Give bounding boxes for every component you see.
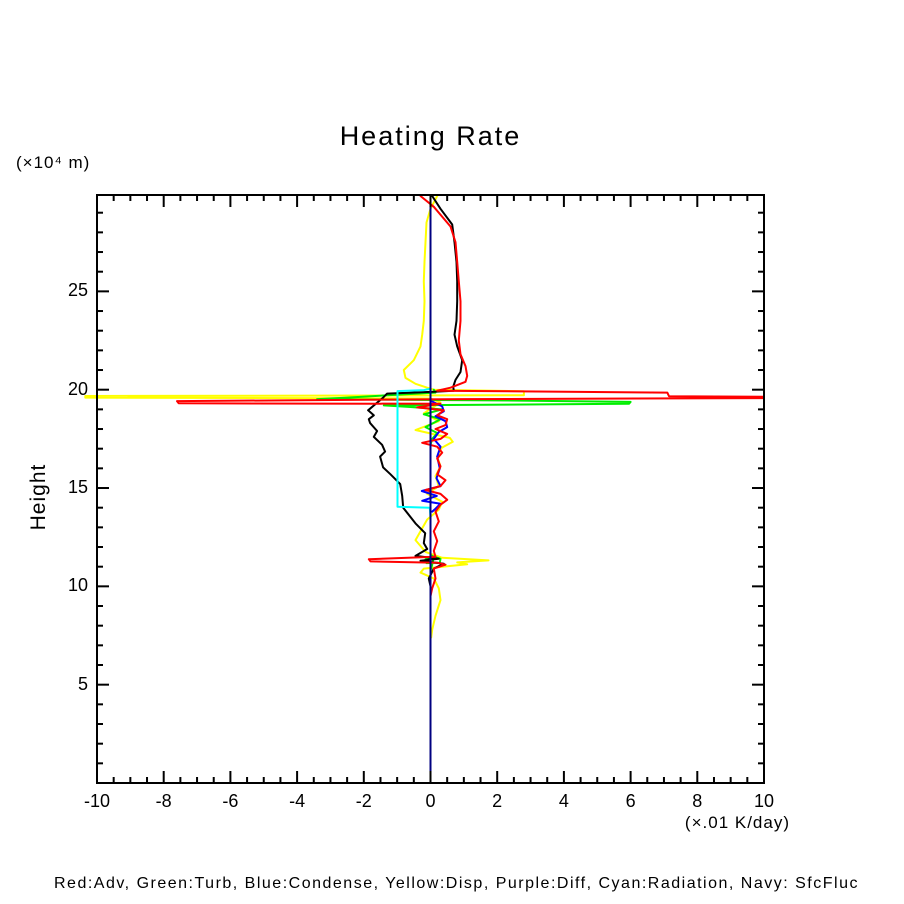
legend-text: Red:Adv, Green:Turb, Blue:Condense, Yellow:Disp, Purple:Diff, Cyan:Radiation, Navy: SfcFluc — [54, 875, 859, 892]
x-tick-label: -10 — [83, 791, 110, 811]
y-axis-unit-label: (×10⁴ m) — [16, 153, 91, 172]
y-tick-label: 5 — [77, 673, 88, 694]
series-turb-line — [317, 390, 630, 571]
x-tick-label: -4 — [289, 791, 306, 811]
x-tick-label: 4 — [558, 791, 569, 811]
x-axis-unit-label: (×.01 K/day) — [684, 813, 790, 832]
series-radiation-line — [398, 196, 431, 781]
y-tick-label: 10 — [67, 575, 88, 596]
x-tick-label: 10 — [753, 791, 775, 811]
chart-title: Heating Rate — [339, 121, 522, 151]
x-tick-label: 2 — [492, 791, 503, 811]
x-tick-label: -2 — [355, 791, 372, 811]
y-axis-title: Height — [27, 463, 50, 531]
x-tick-label: 0 — [425, 791, 436, 811]
y-tick-label: 25 — [67, 280, 88, 301]
y-tick-label: 15 — [67, 477, 88, 498]
x-tick-label: -6 — [222, 791, 239, 811]
x-tick-label: -8 — [155, 791, 172, 811]
x-tick-label: 6 — [625, 791, 636, 811]
y-tick-label: 20 — [67, 378, 88, 399]
x-tick-label: 8 — [692, 791, 703, 811]
